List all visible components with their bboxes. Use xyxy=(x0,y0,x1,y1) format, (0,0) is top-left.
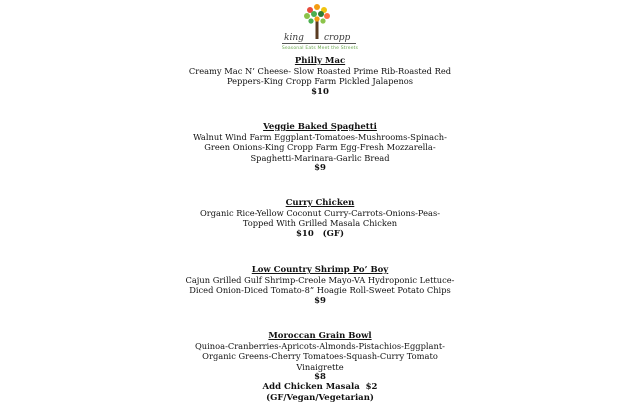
logo-tagline: Seasonal Eats Meet the Streets xyxy=(281,46,359,51)
menu-item-description: Quinoa-Cranberries-Apricots-Almonds-Pistachios-Eggplant-Organic Greens-Cherry Tomatoes-Squash-Curry Tomato Vinaigrette xyxy=(194,341,445,372)
menu-item-low-country-shrimp-po-boy xyxy=(0,265,640,306)
menu-item-price: $9 xyxy=(314,295,326,306)
logo-divider xyxy=(282,43,356,44)
menu-item-curry-chicken xyxy=(0,198,640,239)
menu-item-price: $10 xyxy=(311,86,329,97)
menu-item-moroccan-grain-bowl xyxy=(0,331,640,403)
menu-item-veggie-baked-spaghetti xyxy=(0,122,640,173)
menu-item-price: $8 xyxy=(314,371,326,382)
menu-item-price: $9 xyxy=(314,162,326,173)
king-cropp-logo xyxy=(0,3,640,55)
menu-item-price: $10 (GF) xyxy=(296,228,344,239)
menu-item-name: Veggie Baked Spaghetti xyxy=(263,122,377,132)
menu-item-philly-mac xyxy=(0,56,640,97)
logo-word-cropp: cropp xyxy=(324,33,351,43)
menu-item-description: Creamy Mac N’ Cheese- Slow Roasted Prime Rib-Roasted Red Peppers-King Cropp Farm Pickled Jalapenos xyxy=(188,66,452,87)
menu-item-name: Philly Mac xyxy=(294,56,346,66)
menu-item-name: Moroccan Grain Bowl xyxy=(268,331,372,341)
menu-item-name: Low Country Shrimp Po’ Boy xyxy=(251,265,389,275)
menu-item-name: Curry Chicken xyxy=(285,198,355,208)
menu-item-diet-tags: (GF/Vegan/Vegetarian) xyxy=(266,392,374,403)
menu-item-add-on: Add Chicken Masala $2 xyxy=(262,382,378,393)
logo-word-king: king xyxy=(284,33,304,43)
menu-item-description: Walnut Wind Farm Eggplant-Tomatoes-Mushrooms-Spinach-Green Onions-King Cropp Farm Egg-Fresh Mozzarella-Spaghetti-Marinara-Garlic Bread xyxy=(193,132,447,163)
menu-item-description: Organic Rice-Yellow Coconut Curry-Carrots-Onions-Peas-Topped With Grilled Masala Chicken xyxy=(199,208,441,229)
menu-item-description: Cajun Grilled Gulf Shrimp-Creole Mayo-VA Hydroponic Lettuce-Diced Onion-Diced Tomato-8” Hoagie Roll-Sweet Potato Chips xyxy=(185,275,455,296)
